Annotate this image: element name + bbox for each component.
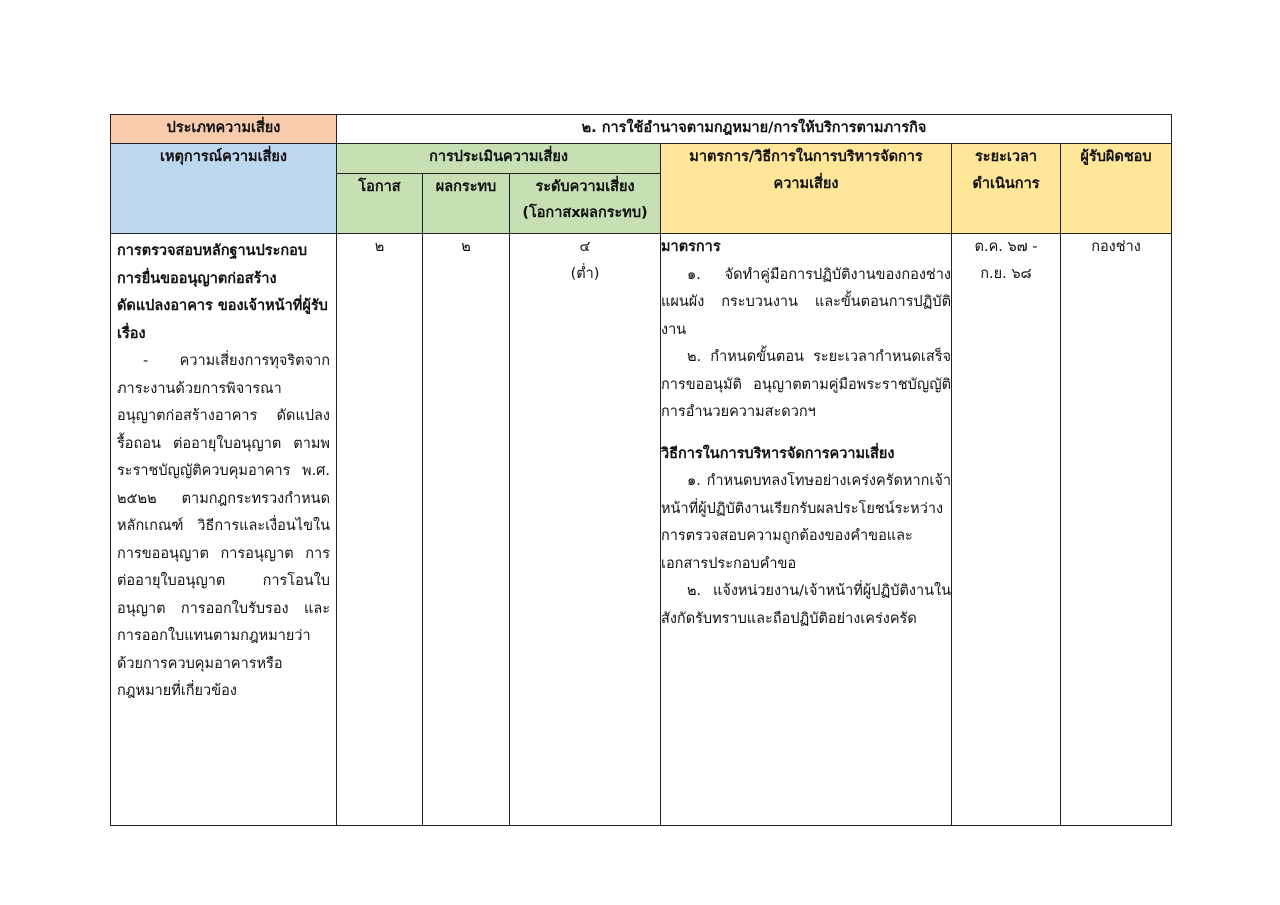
risk-type-label: ประเภทความเสี่ยง: [111, 115, 337, 144]
period-cell: [952, 234, 1061, 826]
measures-header-line1: มาตรการ/วิธีการในการบริหารจัดการ: [689, 149, 923, 165]
risk-type-value: ๒. การใช้อำนาจตามกฎหมาย/การให้บริการตามภารกิจ: [337, 115, 1172, 144]
method-item: ๑. กำหนดบทลงโทษอย่างเคร่งครัดหากเจ้าหน้าที่ผู้ปฏิบัติงานเรียกรับผลประโยชน์ระหว่างการตรวจสอบความถูกต้องของคำขอและเอกสารประกอบคำขอ: [661, 473, 951, 572]
period-header: [952, 144, 1061, 234]
risk-assessment-header: การประเมินความเสี่ยง: [337, 144, 661, 174]
risk-level-value: ๔: [579, 239, 591, 255]
likelihood-header: โอกาส: [337, 174, 423, 234]
likelihood-value: ๒: [337, 234, 423, 826]
period-line1: ต.ค. ๖๗ -: [974, 239, 1038, 255]
responsible-value: กองช่าง: [1061, 234, 1172, 826]
risk-level-header-line1: ระดับความเสี่ยง: [535, 179, 635, 195]
risk-event-header: เหตุการณ์ความเสี่ยง: [111, 144, 337, 234]
risk-assessment-table: [110, 114, 1172, 826]
risk-event-description: - ความเสี่ยงการทุจริตจากภาระงานด้วยการพิจารณาอนุญาตก่อสร้างอาคาร ดัดแปลง รื้อถอน ต่ออายุใบอนุญาต ตามพระราชบัญญัติควบคุมอาคาร พ.ศ. ๒๕๒๒ ตามกฎกระทรวงกำหนดหลักเกณฑ์ วิธีการและเงื่อนไขในการขออนุญาต การอนุญาต การต่ออายุใบอนุญาต การโอนใบอนุญาต การออกใบรับรอง และการออกใบแทนตามกฎหมายว่าด้วยการควบคุมอาคารหรือกฎหมายที่เกี่ยวข้อง: [117, 353, 330, 699]
impact-value: ๒: [423, 234, 510, 826]
risk-level-cell: [510, 234, 661, 826]
period-header-line1: ระยะเวลา: [975, 149, 1037, 165]
measures-header-line2: ความเสี่ยง: [773, 176, 839, 192]
measure-item: ๒. กำหนดขั้นตอน ระยะเวลากำหนดเสร็จ การขออนุมัติ อนุญาตตามคู่มือพระราชบัญญัติการอำนวยความสะดวกฯ: [661, 349, 951, 420]
period-header-line2: ดำเนินการ: [972, 176, 1040, 192]
method-item: ๒. แจ้งหน่วยงาน/เจ้าหน้าที่ผู้ปฏิบัติงานในสังกัดรับทราบและถือปฏิบัติอย่างเคร่งครัด: [661, 583, 951, 627]
risk-event-cell: [111, 234, 337, 826]
period-line2: ก.ย. ๖๘: [980, 266, 1032, 282]
risk-event-title: การตรวจสอบหลักฐานประกอบการยื่นขออนุญาตก่อสร้าง ดัดแปลงอาคาร ของเจ้าหน้าที่ผู้รับเรื่อง: [117, 243, 328, 342]
risk-level-header: [510, 174, 661, 234]
impact-header: ผลกระทบ: [423, 174, 510, 234]
measures-header: [661, 144, 952, 234]
measures-heading: มาตรการ: [661, 239, 721, 255]
methods-heading: วิธีการในการบริหารจัดการความเสี่ยง: [661, 445, 895, 462]
measure-item: ๑. จัดทำคู่มือการปฏิบัติงานของกองช่างแผนผัง กระบวนงาน และขั้นตอนการปฏิบัติงาน: [661, 266, 951, 338]
risk-level-note: (ต่ำ): [570, 266, 600, 282]
risk-level-header-line2: (โอกาสxผลกระทบ): [522, 205, 648, 221]
responsible-header: ผู้รับผิดชอบ: [1061, 144, 1172, 234]
measures-cell: [661, 234, 952, 826]
